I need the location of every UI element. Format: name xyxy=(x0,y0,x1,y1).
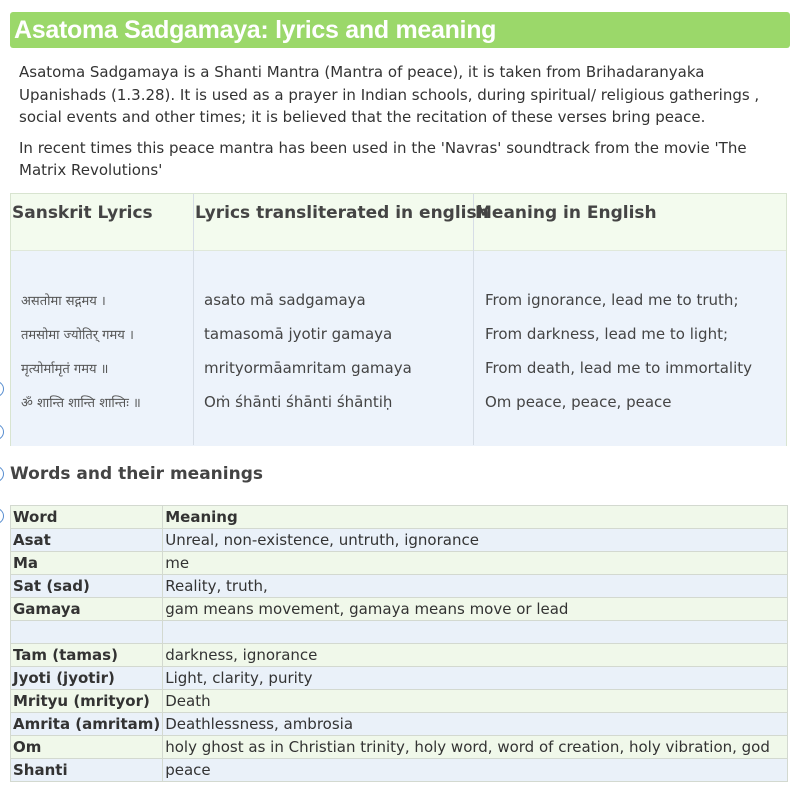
lyric-meaning: From ignorance, lead me to truth; xyxy=(485,291,739,309)
meaning-cell: darkness, ignorance xyxy=(163,644,788,667)
table-row xyxy=(11,598,788,621)
meaning-cell: holy ghost as in Christian trinity, holy word, word of creation, holy vibration, god xyxy=(163,736,788,759)
meaning-cell: Deathlessness, ambrosia xyxy=(163,713,788,736)
meaning-cell: Reality, truth, xyxy=(163,575,788,598)
word-cell: Mrityu (mrityor) xyxy=(11,690,163,713)
meaning-cell: peace xyxy=(163,759,788,782)
lyric-meaning: Om peace, peace, peace xyxy=(485,393,672,411)
header-sanskrit: Sanskrit Lyrics xyxy=(12,203,153,223)
word-cell: Om xyxy=(11,736,163,759)
title-bar xyxy=(10,12,790,48)
edge-marker xyxy=(0,466,4,482)
table-row xyxy=(11,667,788,690)
table-row xyxy=(11,621,788,644)
word-cell xyxy=(11,621,163,644)
lyric-sanskrit: ॐ शान्ति शान्ति शान्तिः ॥ xyxy=(21,396,141,411)
header-word: Word xyxy=(11,506,163,529)
lyric-transliterated: asato mā sadgamaya xyxy=(204,291,366,309)
meaning-cell xyxy=(163,621,788,644)
lyric-meaning: From death, lead me to immortality xyxy=(485,359,753,377)
lyric-transliterated: tamasomā jyotir gamaya xyxy=(204,325,393,343)
table-header-row xyxy=(11,506,788,529)
header-meaning: Meaning xyxy=(163,506,788,529)
word-cell: Tam (tamas) xyxy=(11,644,163,667)
meaning-cell: Light, clarity, purity xyxy=(163,667,788,690)
word-cell: Asat xyxy=(11,529,163,552)
meaning-cell: me xyxy=(163,552,788,575)
lyrics-table xyxy=(10,193,787,446)
intro-paragraph-2: In recent times this peace mantra has been used in the 'Navras' soundtrack from the movie 'The Matrix Revolutions' xyxy=(19,138,747,179)
lyrics-table-body xyxy=(11,251,786,446)
meaning-cell: Unreal, non-existence, untruth, ignorance xyxy=(163,529,788,552)
word-cell: Gamaya xyxy=(11,598,163,621)
table-row xyxy=(11,575,788,598)
lyric-meaning: From darkness, lead me to light; xyxy=(485,325,729,343)
table-row xyxy=(11,644,788,667)
lyric-sanskrit: मृत्योर्मामृतं गमय ॥ xyxy=(21,362,109,377)
edge-marker xyxy=(0,381,4,397)
lyric-sanskrit: असतोमा सद्गमय । xyxy=(21,294,106,309)
table-row xyxy=(11,529,788,552)
words-table xyxy=(10,505,788,782)
meaning-cell: gam means movement, gamaya means move or lead xyxy=(163,598,788,621)
column-divider xyxy=(193,194,194,445)
edge-marker xyxy=(0,424,4,440)
lyric-sanskrit: तमसोमा ज्योतिर् गमय । xyxy=(21,328,134,343)
intro-section xyxy=(19,61,787,190)
lyric-transliterated: Oṁ śhānti śhānti śhāntiḥ xyxy=(204,393,393,411)
intro-paragraph-1: Asatoma Sadgamaya is a Shanti Mantra (Mantra of peace), it is taken from Brihadaranyaka Upanishads (1.3.28). It is used as a prayer in Indian schools, during spiritual/ religious gatherings , social events and other times; it is believed that the recitation of these verses bring peace. xyxy=(19,63,760,126)
header-meaning: Meaning in English xyxy=(475,203,657,223)
lyric-transliterated: mrityormāamritam gamaya xyxy=(204,359,412,377)
table-row xyxy=(11,736,788,759)
word-cell: Amrita (amritam) xyxy=(11,713,163,736)
word-cell: Shanti xyxy=(11,759,163,782)
column-divider xyxy=(473,194,474,445)
table-row xyxy=(11,759,788,782)
table-row xyxy=(11,713,788,736)
table-row xyxy=(11,690,788,713)
table-row xyxy=(11,552,788,575)
word-cell: Sat (sad) xyxy=(11,575,163,598)
word-cell: Jyoti (jyotir) xyxy=(11,667,163,690)
header-transliterated: Lyrics transliterated in english xyxy=(195,203,489,223)
page-title: Asatoma Sadgamaya: lyrics and meaning xyxy=(14,16,497,44)
meaning-cell: Death xyxy=(163,690,788,713)
words-heading: Words and their meanings xyxy=(10,464,263,484)
word-cell: Ma xyxy=(11,552,163,575)
edge-marker xyxy=(0,508,4,524)
